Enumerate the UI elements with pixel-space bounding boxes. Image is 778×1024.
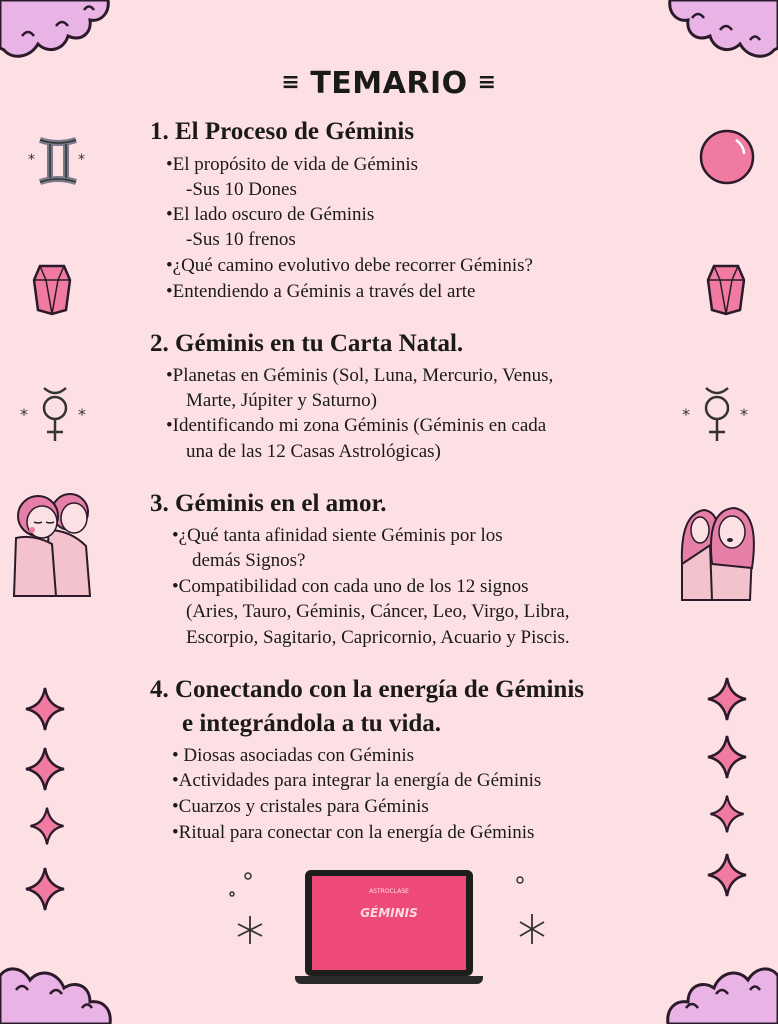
- sparkle-left-2-icon: [24, 746, 66, 792]
- laptop-screen-top-text: ASTROCLASE: [369, 888, 409, 895]
- section-3-item-1: •¿Qué tanta afinidad siente Géminis por los: [172, 525, 503, 546]
- svg-text:*: *: [28, 152, 35, 168]
- laptop-screen-title: GÉMINIS: [360, 906, 418, 920]
- sparkle-left-1-icon: [24, 686, 66, 732]
- section-2-item-3: •Identificando mi zona Géminis (Géminis en cada: [166, 415, 547, 436]
- svg-text:*: *: [682, 405, 690, 424]
- section-3-item-5: Escorpio, Sagitario, Capricornio, Acuario y Piscis.: [186, 627, 570, 648]
- page-title: [0, 66, 778, 101]
- sparkle-left-3-icon: [28, 806, 66, 846]
- sparkle-right-2-icon: [706, 734, 748, 780]
- cloud-bottom-right-icon: [666, 962, 778, 1024]
- section-4-item-3: •Cuarzos y cristales para Géminis: [172, 796, 429, 817]
- section-1-item-2: -Sus 10 Dones: [186, 179, 297, 200]
- section-1-item-1: •El propósito de vida de Géminis: [166, 154, 419, 175]
- section-1-item-3: •El lado oscuro de Géminis: [166, 204, 375, 225]
- svg-text:*: *: [78, 405, 86, 424]
- crystal-left-icon: [32, 262, 72, 316]
- section-2-item-1: •Planetas en Géminis (Sol, Luna, Mercurio, Venus,: [166, 365, 554, 386]
- twins-right-illustration-icon: [678, 494, 764, 602]
- cloud-bottom-left-icon: [0, 962, 112, 1024]
- star-doodle-right-icon: [512, 870, 552, 950]
- section-3-heading: 3. Géminis en el amor.: [150, 490, 387, 517]
- twins-left-illustration-icon: [8, 490, 94, 598]
- section-2-heading: 2. Géminis en tu Carta Natal.: [150, 330, 464, 357]
- sparkle-right-1-icon: [706, 676, 748, 722]
- cloud-top-right-icon: [668, 0, 778, 62]
- sparkle-left-4-icon: [24, 866, 66, 912]
- mercury-glyph-right-icon: [682, 384, 752, 444]
- sparkle-right-3-icon: [708, 794, 746, 834]
- gemini-glyph-icon: [28, 136, 88, 186]
- title-deco-right-icon: ≡: [477, 70, 497, 95]
- section-2-item-2: Marte, Júpiter y Saturno): [186, 390, 378, 411]
- sparkle-right-4-icon: [706, 852, 748, 898]
- section-4-heading-line-2: e integrándola a tu vida.: [182, 710, 442, 737]
- section-4-heading: 4. Conectando con la energía de Géminis: [150, 676, 585, 703]
- svg-text:*: *: [740, 405, 748, 424]
- svg-text:*: *: [20, 405, 28, 424]
- section-2-item-4: una de las 12 Casas Astrológicas): [186, 441, 441, 462]
- section-3-item-2: demás Signos?: [192, 550, 306, 571]
- laptop-base: [295, 976, 483, 984]
- section-4-item-1: • Diosas asociadas con Géminis: [172, 745, 414, 766]
- section-3-item-3: •Compatibilidad con cada uno de los 12 signos: [172, 576, 529, 597]
- section-1-item-6: •Entendiendo a Géminis a través del arte: [166, 281, 476, 302]
- mercury-glyph-left-icon: [20, 384, 90, 444]
- section-1-item-5: •¿Qué camino evolutivo debe recorrer Géminis?: [166, 255, 533, 276]
- section-3-item-4: (Aries, Tauro, Géminis, Cáncer, Leo, Virgo, Libra,: [186, 601, 570, 622]
- section-4-item-4: •Ritual para conectar con la energía de Géminis: [172, 822, 535, 843]
- section-4-item-2: •Actividades para integrar la energía de Géminis: [172, 770, 542, 791]
- cloud-top-left-icon: [0, 0, 110, 62]
- star-doodle-left-icon: [226, 870, 266, 950]
- moon-ball-icon: [698, 128, 756, 186]
- section-1-heading: 1. El Proceso de Géminis: [150, 118, 415, 145]
- title-deco-left-icon: ≡: [281, 70, 301, 95]
- section-1-item-4: -Sus 10 frenos: [186, 229, 296, 250]
- svg-text:*: *: [78, 152, 85, 168]
- title-text: TEMARIO: [310, 66, 468, 101]
- crystal-right-icon: [706, 262, 746, 316]
